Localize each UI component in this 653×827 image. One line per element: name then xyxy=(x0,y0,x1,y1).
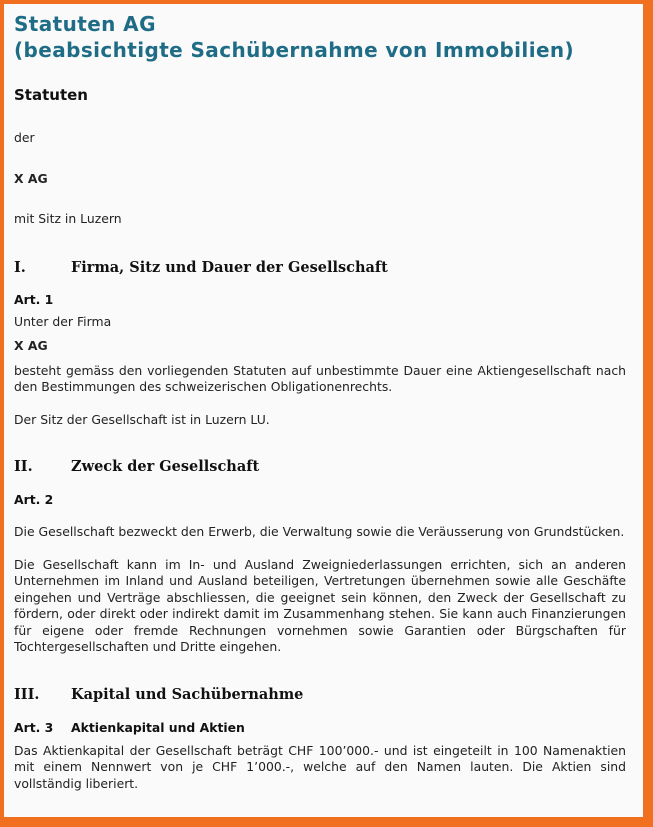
intro-seat: mit Sitz in Luzern xyxy=(14,211,122,226)
section-3-title: Kapital und Sachübernahme xyxy=(71,685,304,703)
title-line-1: Statuten AG xyxy=(14,12,156,36)
intro-company: X AG xyxy=(14,170,48,186)
document-title xyxy=(14,11,626,63)
article-1-para-1: besteht gemäss den vorliegenden Statuten auf unbestimmte Dauer eine Aktiengesellschaft nach den Bestimmungen des schweizerischen Obligationenrechts. xyxy=(14,362,626,394)
section-1-heading xyxy=(14,259,626,276)
article-1-label: Art. 1 xyxy=(14,291,54,307)
article-2-para-2: Die Gesellschaft kann im In- und Ausland Zweigniederlassungen errichten, sich an anderen Unternehmen im Inland und Ausland beteiligen, Vertretungen übernehmen sowie alle Geschäfte eingehen und Verträge abschliessen, die geeignet sein können, den Zweck der Gesellschaft zu fördern, oder direkt oder indirekt damit im Zusammenhang stehen. Sie kann auch Finanzierungen für eigene oder fremde Rechnungen vornehmen sowie Garantien oder Bürgschaften für Tochtergesellschaften und Dritte eingehen. xyxy=(14,556,626,654)
section-2-heading xyxy=(14,458,626,475)
article-1-company: X AG xyxy=(14,338,48,353)
article-2-label: Art. 2 xyxy=(14,492,54,507)
document-frame xyxy=(4,4,643,817)
article-3-title: Aktienkapital und Aktien xyxy=(71,719,245,735)
article-1-line: Unter der Firma xyxy=(14,313,112,329)
intro-der: der xyxy=(14,130,35,145)
section-3-numeral: III. xyxy=(14,685,40,703)
article-1-para-2: Der Sitz der Gesellschaft ist in Luzern LU. xyxy=(14,411,270,427)
article-3-heading xyxy=(14,720,626,735)
section-2-numeral: II. xyxy=(14,458,33,475)
article-3-para-1: Das Aktienkapital der Gesellschaft beträgt CHF 100’000.- und ist eingeteilt in 100 Namenaktien mit einem Nennwert von je CHF 1’000.-, welche auf den Namen lauten. Die Aktien sind vollständig liberiert. xyxy=(14,742,626,791)
section-2-title: Zweck der Gesellschaft xyxy=(71,458,260,475)
document-content xyxy=(14,11,626,792)
section-1-numeral: I. xyxy=(14,258,26,276)
statuten-heading: Statuten xyxy=(14,86,88,104)
article-2-para-1: Die Gesellschaft bezweckt den Erwerb, die Verwaltung sowie die Veräusserung von Grundstücken. xyxy=(14,524,625,539)
article-3-label: Art. 3 xyxy=(14,719,54,735)
article-2-heading xyxy=(14,492,626,507)
title-line-2: (beabsichtigte Sachübernahme von Immobilien) xyxy=(14,38,575,62)
section-3-heading xyxy=(14,686,626,703)
article-1-heading xyxy=(14,292,626,307)
section-1-title: Firma, Sitz und Dauer der Gesellschaft xyxy=(71,258,388,276)
